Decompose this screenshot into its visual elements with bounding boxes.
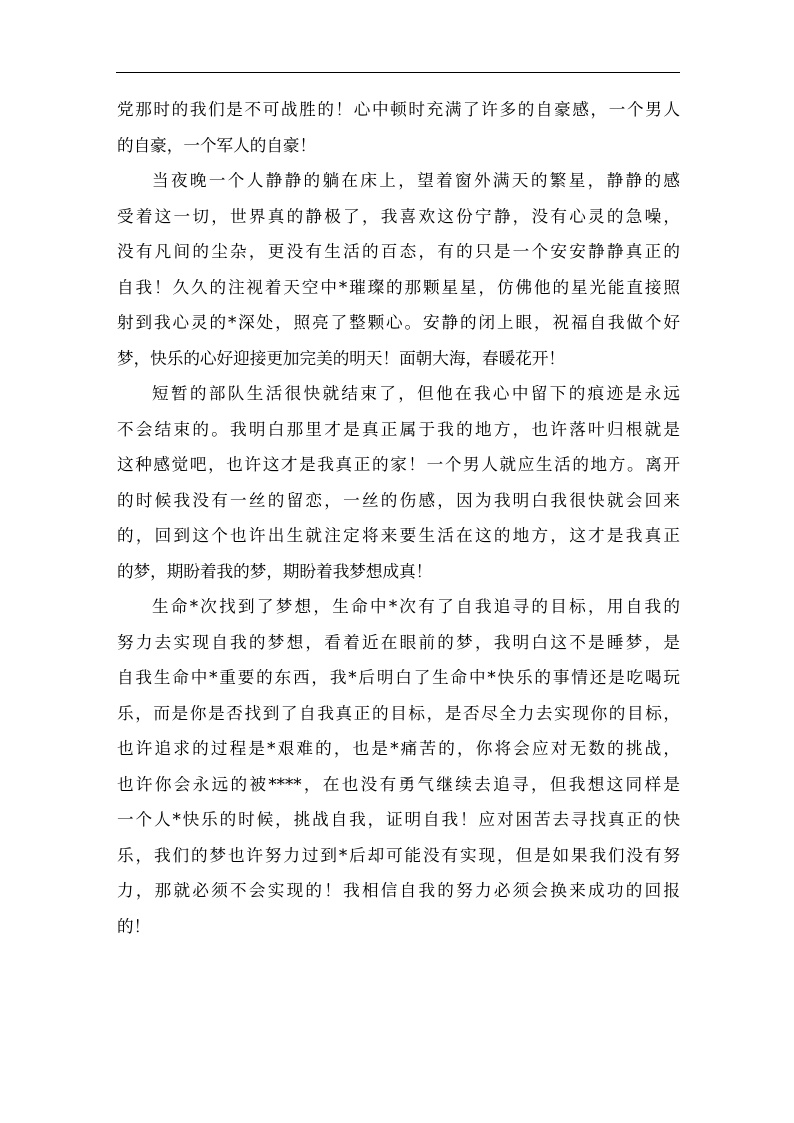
- text-line: 乐，而是你是否找到了自我真正的目标，是否尽全力去实现你的目标，: [117, 703, 680, 723]
- text-line: 也许追求的过程是*艰难的，也是*痛苦的，你将会应对无数的挑战，: [117, 739, 680, 758]
- text-line: 的，回到这个也许出生就注定将来要生活在这的地方，这才是我真正: [117, 526, 680, 545]
- text-line: 没有凡间的尘杂，更没有生活的百态，有的只是一个安安静静真正的: [117, 242, 680, 261]
- text-line: 当夜晚一个人静静的躺在床上，望着窗外满天的繁星，静静的感: [152, 171, 680, 190]
- text-line: 射到我心灵的*深处，照亮了整颗心。安静的闭上眼，祝福自我做个好: [117, 313, 680, 332]
- text-line: 一个人*快乐的时候，挑战自我，证明自我！应对困苦去寻找真正的快: [117, 810, 680, 829]
- text-line: 不会结束的。我明白那里才是真正属于我的地方，也许落叶归根就是: [117, 419, 680, 439]
- text-line: 梦，快乐的心好迎接更加完美的明天！面朝大海，春暖花开！: [117, 348, 566, 368]
- text-line: 的梦，期盼着我的梦，期盼着我梦想成真！: [117, 561, 433, 581]
- text-line: 短暂的部队生活很快就结束了，但他在我心中留下的痕迹是永远: [152, 384, 680, 403]
- text-line: 也许你会永远的被****，在也没有勇气继续去追寻，但我想这同样是: [117, 774, 680, 794]
- text-line: 自我生命中*重要的东西，我*后明白了生命中*快乐的事情还是吃喝玩: [117, 668, 680, 687]
- text-line: 努力去实现自我的梦想，看着近在眼前的梦，我明白这不是睡梦，是: [117, 632, 680, 652]
- text-line: 自我！久久的注视着天空中*璀璨的那颗星星，仿佛他的星光能直接照: [117, 277, 680, 297]
- text-line: 生命*次找到了梦想，生命中*次有了自我追寻的目标，用自我的: [152, 597, 680, 616]
- text-line: 的时候我没有一丝的留恋，一丝的伤感，因为我明白我很快就会回来: [117, 490, 680, 510]
- header-rule: [116, 72, 680, 73]
- text-line: 党那时的我们是不可战胜的！心中顿时充满了许多的自豪感，一个男人: [117, 100, 680, 119]
- text-line: 受着这一切，世界真的静极了，我喜欢这份宁静，没有心灵的急噪，: [117, 206, 680, 226]
- text-line: 这种感觉吧，也许这才是我真正的家！一个男人就应生活的地方。离开: [117, 455, 680, 474]
- text-line: 力，那就必须不会实现的！我相信自我的努力必须会换来成功的回报: [117, 881, 680, 900]
- body-text: [117, 92, 680, 944]
- text-line: 乐，我们的梦也许努力过到*后却可能没有实现，但是如果我们没有努: [117, 845, 680, 865]
- text-line: 的！: [117, 916, 151, 936]
- text-line: 的自豪，一个军人的自豪！: [117, 135, 317, 155]
